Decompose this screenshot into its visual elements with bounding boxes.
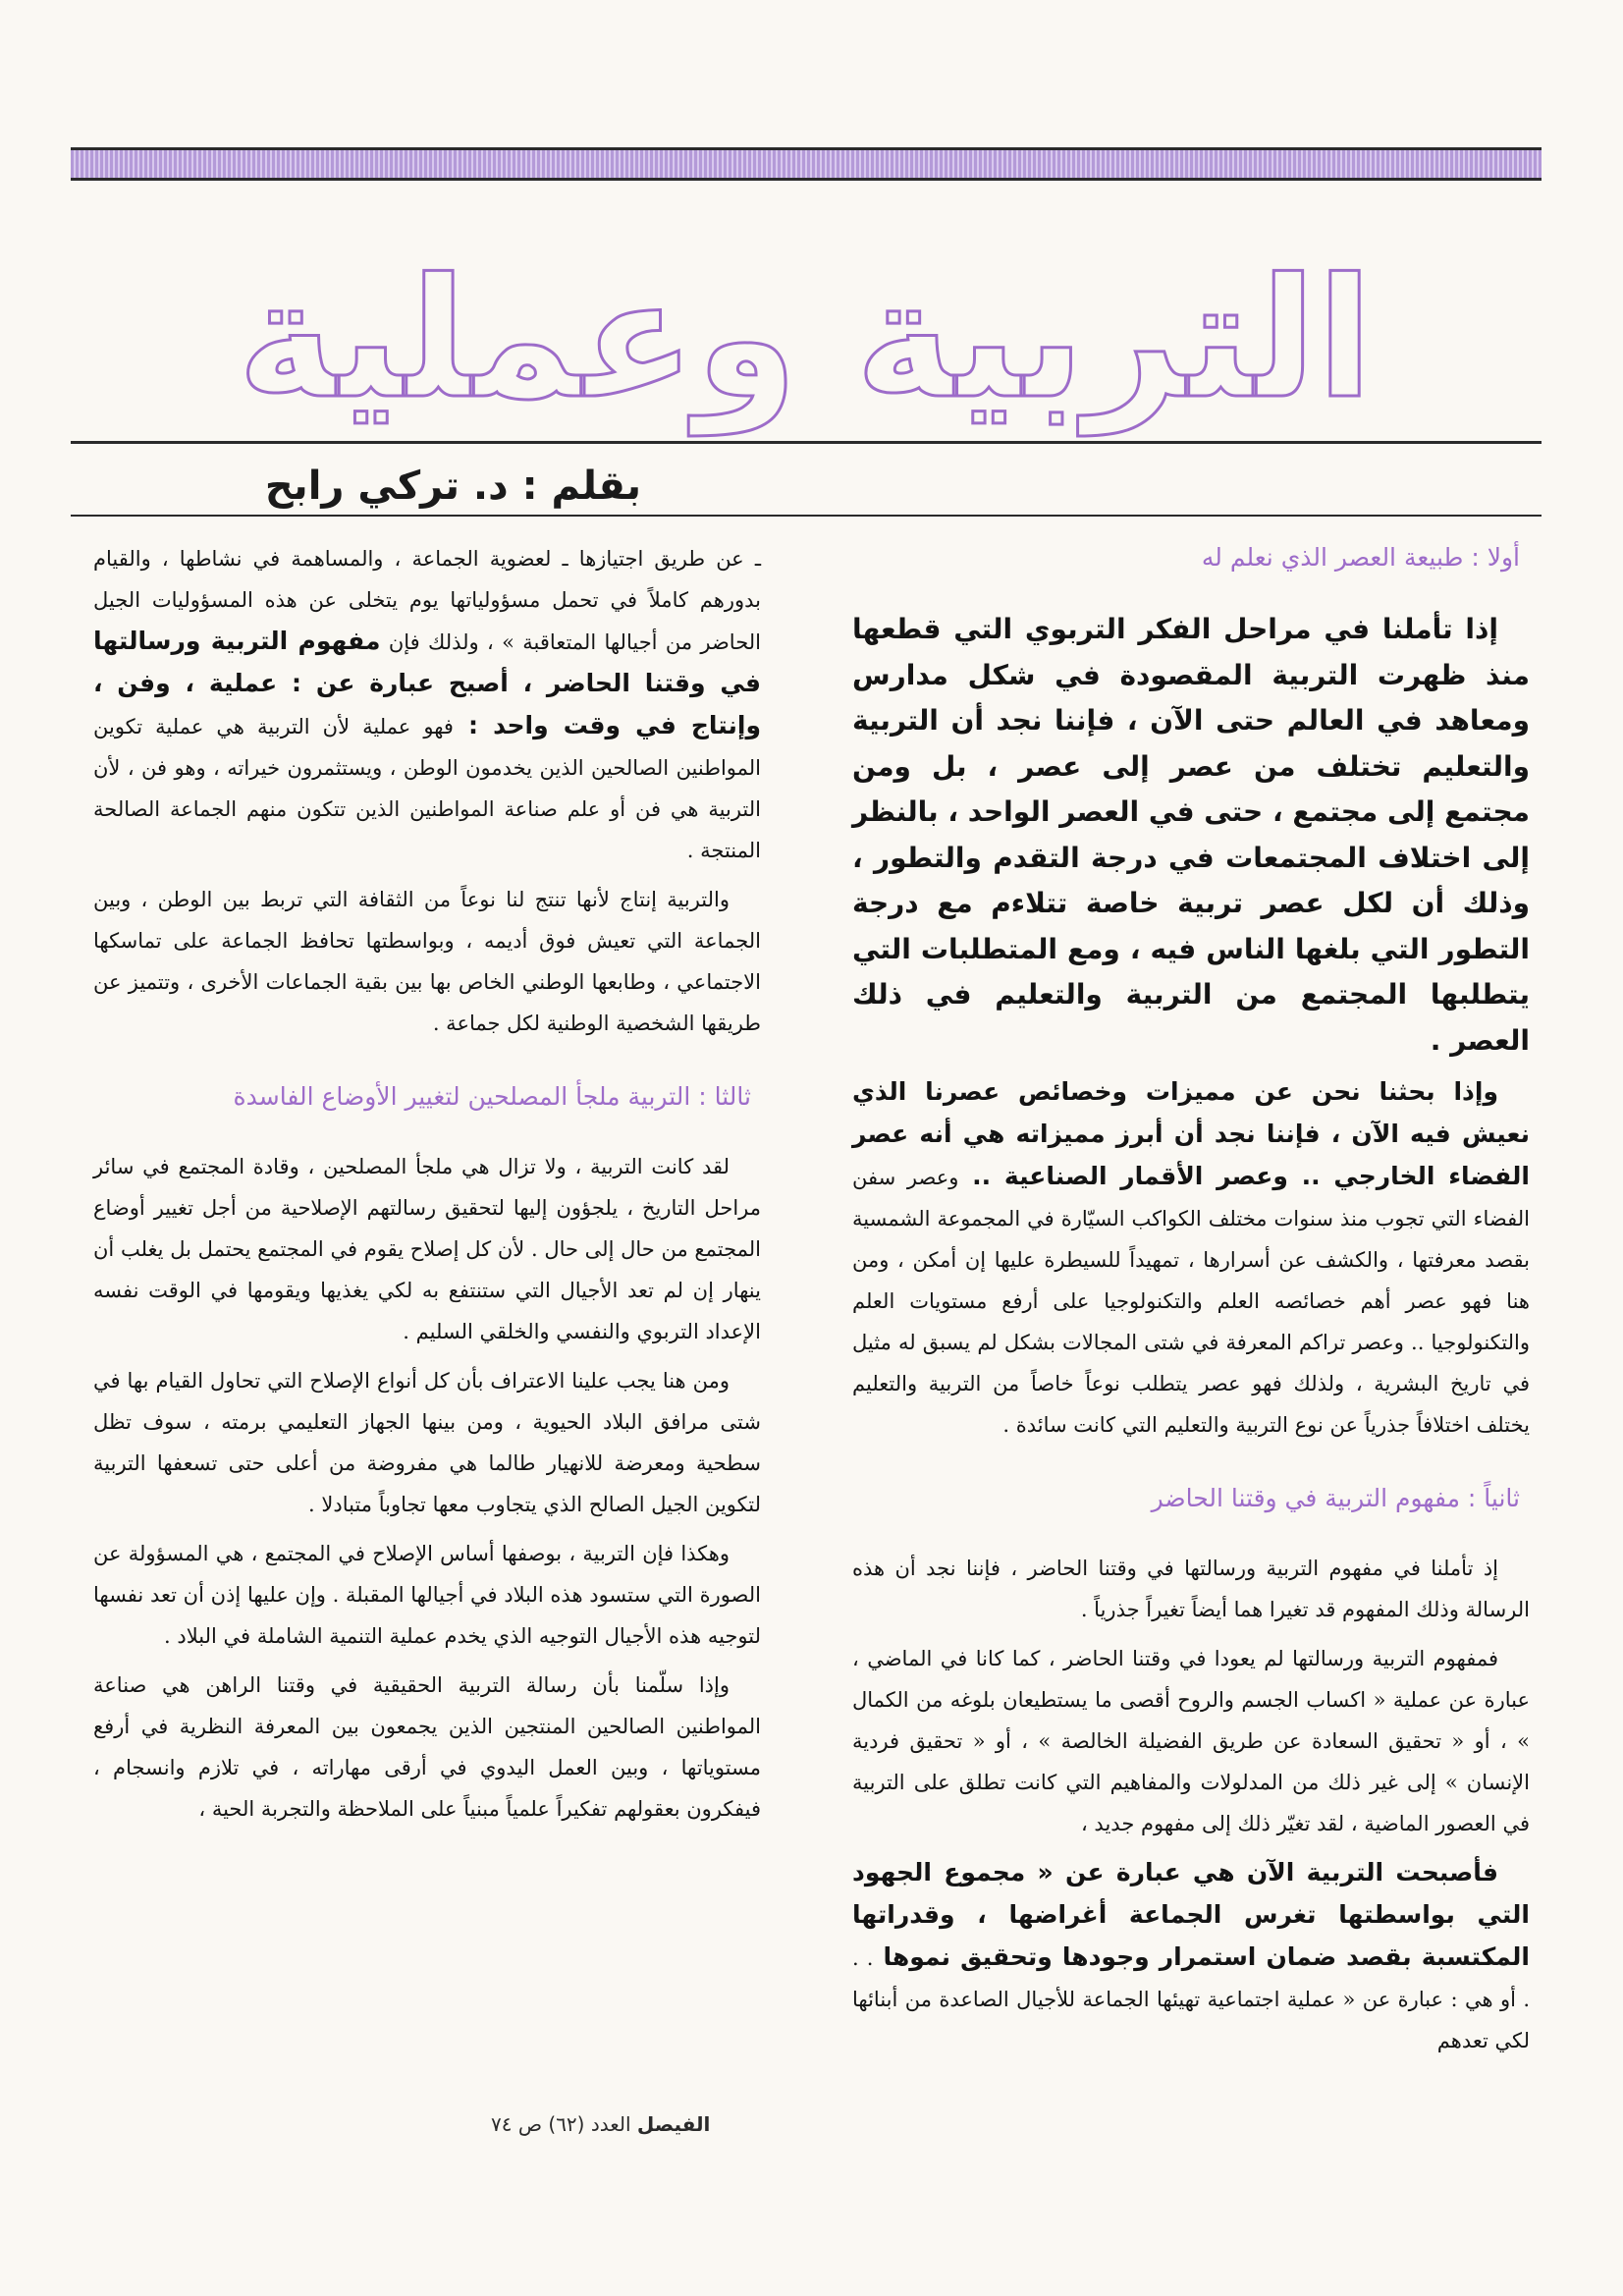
author-byline: بقلم : د. تركي رابح [264,464,641,509]
left-paragraph-1-bold: مفهوم التربية ورسالتها في وقتنا الحاضر ، أصبح عبارة عن : عملية ، وفن ، وإنتاج في وقت واحد : [93,627,761,739]
section3-paragraph-2: ومن هنا يجب علينا الاعتراف بأن كل أنواع الإصلاح التي تحاول القيام بها في شتى مرافق البلاد الحيوية ، ومن بينها الجهاز التعليمي برمته ، سوف تظل سطحية ومعرضة للانهيار طالما هي مفروضة من أعلى حتى تسعفها التربية لتكوين الجيل الصالح الذي يتجاوب معها تجاوباً متبادلا . [93,1369,761,1516]
left-paragraph-1 [93,538,761,871]
magazine-name: الفيصل [636,2112,711,2136]
section-heading-3: ثالثا : التربية ملجأ المصلحين لتغيير الأوضاع الفاسدة [233,1082,751,1111]
left-column [93,538,761,1837]
section2-paragraph-3-bold: فأصبحت التربية الآن هي عبارة عن « مجموع الجهود التي بواسطتها تغرس الجماعة أغراضها ، وقدراتها المكتسبة بقصد ضمان استمرار وجودها وتحقيق نموها [852,1858,1530,1971]
title-divider [71,441,1542,444]
section3-paragraph-3: وهكذا فإن التربية ، بوصفها أساس الإصلاح في المجتمع ، هي المسؤولة عن الصورة التي ستسود هذه البلاد في أجيالها المقبلة . وإن عليها إذن أن تعد نفسها لتوجيه هذه الأجيال التوجيه الذي يخدم عملية التنمية الشاملة في البلاد . [93,1542,761,1648]
decorative-header-band [71,147,1542,181]
section2-paragraph-3-rest: . . . أو هي : عبارة عن « عملية اجتماعية تهيئها الجماعة للأجيال الصاعدة من أبنائها لكي تعدهم [852,1946,1530,2052]
left-paragraph-2: والتربية إنتاج لأنها تنتج لنا نوعاً من الثقافة التي تربط بين الوطن ، وبين الجماعة التي تعيش فوق أديمه ، وبواسطتها تحافظ الجماعة على تماسكها الاجتماعي ، وطابعها الوطني الخاص بها بين بقية الجماعات الأخرى ، وتتميز عن طريقها الشخصية الوطنية لكل جماعة . [93,888,761,1035]
section2-paragraph-3 [852,1852,1530,2061]
issue-and-page: العدد (٦٢) ص ٧٤ [491,2112,631,2136]
section1-paragraph-1: إذا تأملنا في مراحل الفكر التربوي التي قطعها منذ ظهرت التربية المقصودة في شكل مدارس ومعاهد في العالم حتى الآن ، فإننا نجد أن التربية والتعليم تختلف من عصر إلى عصر ، بل ومن مجتمع إلى مجتمع ، حتى في العصر الواحد ، بالنظر إلى اختلاف المجتمعات في درجة التقدم والتطور ، وذلك أن لكل عصر تربية خاصة تتلاءم مع درجة التطور التي بلغها الناس فيه ، ومع المتطلبات التي يتطلبها المجتمع من التربية والتعليم في ذلك العصر . [852,613,1530,1057]
section2-paragraph-1: إذ تأملنا في مفهوم التربية ورسالتها في وقتنا الحاضر ، فإننا نجد أن هذه الرسالة وذلك المفهوم قد تغيرا هما أيضاً تغيراً جذرياً . [852,1557,1530,1621]
byline-divider [71,515,1542,517]
section1-paragraph-2-rest: وعصر سفن الفضاء التي تجوب منذ سنوات مختلف الكواكب السيّارة في المجموعة الشمسية بقصد معرفتها ، والكشف عن أسرارها ، تمهيداً للسيطرة عليها إن أمكن ، ومن هنا فهو عصر أهم خصائصه العلم والتكنولوجيا على أرفع مستويات العلم والتكنولوجيا .. وعصر تراكم المعرفة في شتى المجالات بشكل لم يسبق له مثيل في تاريخ البشرية ، ولذلك فهو عصر يتطلب نوعاً خاصاً من التربية والتعليم يختلف اختلافاً جذرياً عن نوع التربية والتعليم التي كانت سائدة . [852,1166,1530,1437]
section-heading-1: أولا : طبيعة العصر الذي نعلم له [1201,543,1520,572]
section3-paragraph-1: لقد كانت التربية ، ولا تزال هي ملجأ المصلحين ، وقادة المجتمع في سائر مراحل التاريخ ، يلجؤون إليها لتحقيق رسالتهم الإصلاحية من أجل تغيير أوضاع المجتمع من حال إلى حال . لأن كل إصلاح يقوم في المجتمع يحتمل بل يغلب أن ينهار إن لم تعد الأجيال التي ستنتفع به لكي يغذيها ويقومها في الوقت نفسه الإعداد التربوي والنفسي والخلقي السليم . [93,1155,761,1343]
section-heading-2: ثانياً : مفهوم التربية في وقتنا الحاضر [1151,1484,1520,1512]
article-title: التربية وعملية [237,243,1374,435]
section3-paragraph-4: وإذا سلّمنا بأن رسالة التربية الحقيقية في وقتنا الراهن هي صناعة المواطنين الصالحين المنتجين الذين يجمعون بين المعرفة النظرية في أرفع مستوياتها ، وبين العمل اليدوي في أرقى مهاراته ، في تلازم وانسجام ، فيفكرون بعقولهم تفكيراً علمياً مبنياً على الملاحظة والتجربة الحية ، [93,1673,761,1821]
section1-paragraph-2-bold: وإذا بحثنا نحن عن مميزات وخصائص عصرنا الذي نعيش فيه الآن ، فإننا نجد أن أبرز مميزاته هي أنه عصر الفضاء الخارجي .. وعصر الأقمار الصناعية .. [852,1077,1530,1190]
right-column [852,538,1530,2069]
left-paragraph-1-end: فهو عملية لأن التربية هي عملية تكوين المواطنين الصالحين الذين يخدمون الوطن ، ويستثمرون خيراته ، وهو فن ، لأن التربية هي فن أو علم صناعة المواطنين الذين تتكون منهم الجماعة الصالحة المنتجة . [93,715,761,862]
section1-paragraph-2 [852,1071,1530,1446]
left-paragraph-1-start: ـ عن طريق اجتيازها ـ لعضوية الجماعة ، والمساهمة في نشاطها ، والقيام بدورهم كاملاً في تحمل مسؤولياتها يوم يتخلى عن هذه المسؤوليات الجيل الحاضر من أجيالها المتعاقبة » ، ولذلك فإن [93,547,761,654]
page-footer [491,2106,776,2142]
section2-paragraph-2: فمفهوم التربية ورسالتها لم يعودا في وقتنا الحاضر ، كما كانا في الماضي ، عبارة عن عملية « اكساب الجسم والروح أقصى ما يستطيعان بلوغه من الكمال » ، أو « تحقيق السعادة عن طريق الفضيلة الخالصة » ، أو « تحقيق فردية الإنسان » إلى غير ذلك من المدلولات والمفاهيم التي كانت تطلق على التربية في العصور الماضية ، لقد تغيّر ذلك إلى مفهوم جديد ، [852,1647,1530,1835]
